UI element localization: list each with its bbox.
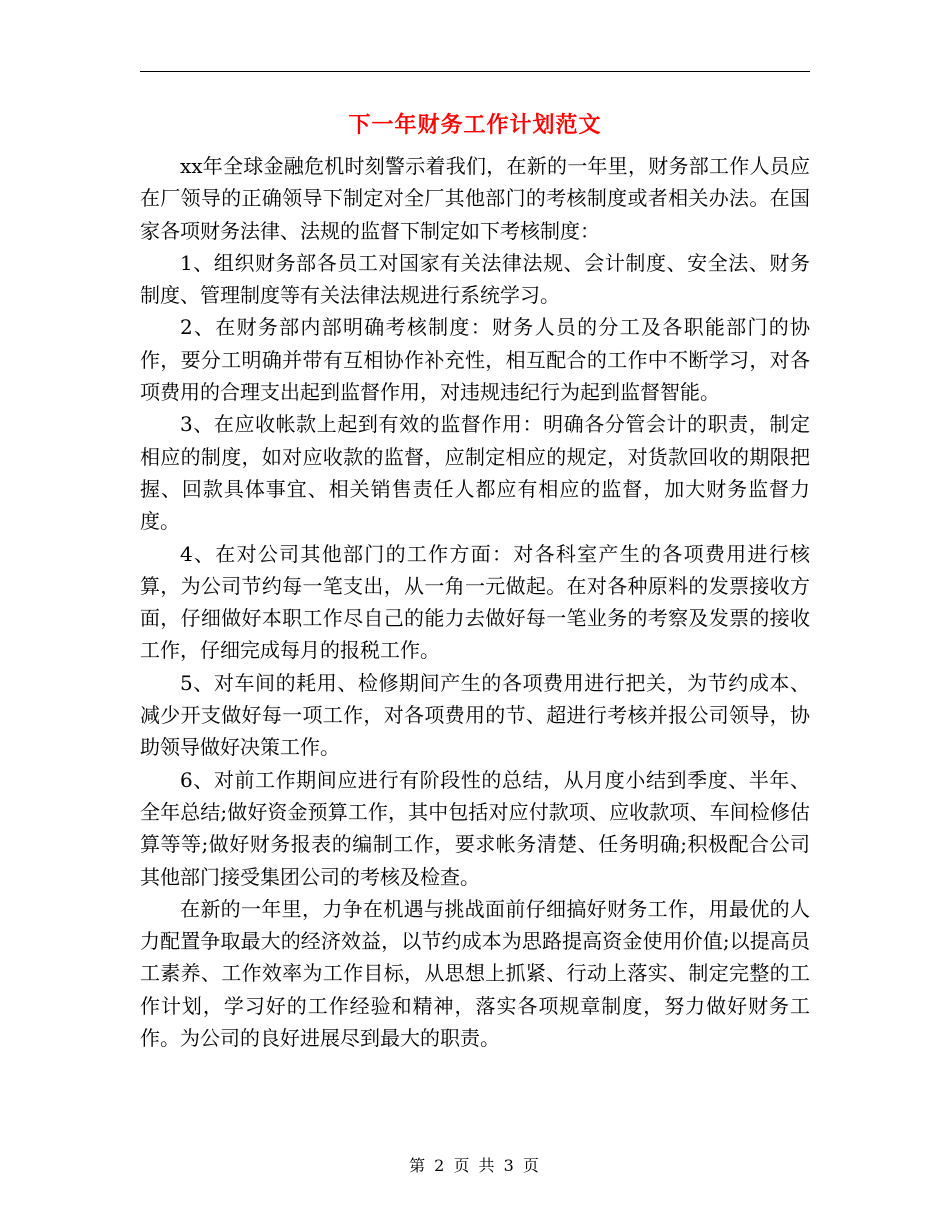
header-rule — [140, 71, 810, 72]
item-3-paragraph: 3、在应收帐款上起到有效的监督作用：明确各分管会计的职责，制定相应的制度，如对应收款的监督，应制定相应的规定，对货款回收的期限把握、回款具体事宜、相关销售责任人都应有相应的监督，加大财务监督力度。 — [140, 412, 810, 534]
item-4-paragraph: 4、在对公司其他部门的工作方面：对各科室产生的各项费用进行核算，为公司节约每一笔支出，从一角一元做起。在对各种原料的发票接收方面，仔细做好本职工作尽自己的能力去做好每一笔业务的考察及发票的接收工作，仔细完成每月的报税工作。 — [140, 541, 810, 663]
intro-paragraph: xx年全球金融危机时刻警示着我们，在新的一年里，财务部工作人员应在厂领导的正确领导下制定对全厂其他部门的考核制度或者相关办法。在国家各项财务法律、法规的监督下制定如下考核制度： — [140, 154, 810, 243]
item-5-paragraph: 5、对车间的耗用、检修期间产生的各项费用进行把关，为节约成本、减少开支做好每一项工作，对各项费用的节、超进行考核并报公司领导，协助领导做好决策工作。 — [140, 670, 810, 760]
document-title: 下一年财务工作计划范文 — [348, 112, 602, 138]
page-number-footer: 第 2 页 共 3 页 — [409, 1156, 541, 1175]
item-1-paragraph: 1、组织财务部各员工对国家有关法律法规、会计制度、安全法、财务制度、管理制度等有关法律法规进行系统学习。 — [140, 250, 810, 308]
item-6-paragraph: 6、对前工作期间应进行有阶段性的总结，从月度小结到季度、半年、全年总结;做好资金预算工作，其中包括对应付款项、应收款项、车间检修估算等等;做好财务报表的编制工作，要求帐务清楚、任务明确;积极配合公司其他部门接受集团公司的考核及检查。 — [140, 767, 810, 889]
item-2-paragraph: 2、在财务部内部明确考核制度：财务人员的分工及各职能部门的协作，要分工明确并带有互相协作补充性，相互配合的工作中不断学习，对各项费用的合理支出起到监督作用，对违规违纪行为起到监督智能。 — [140, 315, 810, 405]
closing-paragraph: 在新的一年里，力争在机遇与挑战面前仔细搞好财务工作，用最优的人力配置争取最大的经济效益，以节约成本为思路提高资金使用价值;以提高员工素养、工作效率为工作目标，从思想上抓紧、行动上落实、制定完整的工作计划，学习好的工作经验和精神，落实各项规章制度，努力做好财务工作。为公司的良好进展尽到最大的职责。 — [140, 896, 810, 1051]
document-body — [140, 150, 810, 1054]
